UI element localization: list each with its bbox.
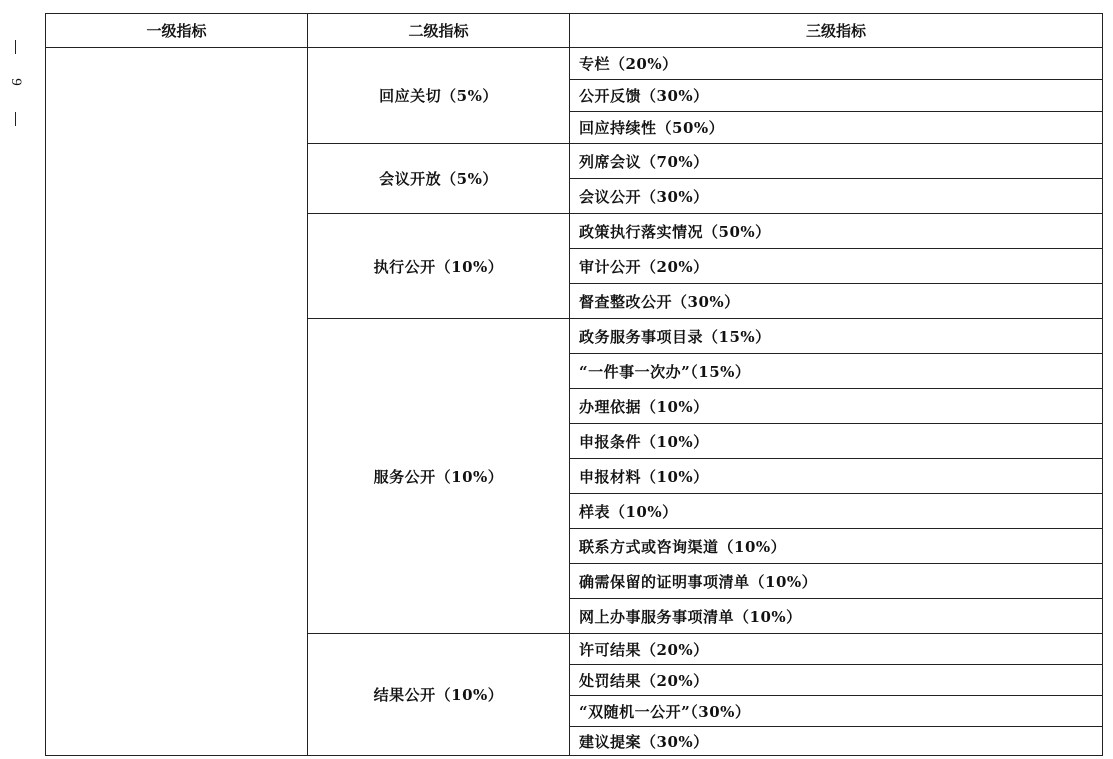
level2-cell: 会议开放（5%） [308, 144, 570, 214]
level3-cell: 申报材料（10%） [570, 459, 1103, 494]
page-number-dash-top [15, 40, 16, 54]
indicator-table [45, 13, 1103, 756]
header-level2: 二级指标 [308, 14, 570, 48]
level3-cell: “双随机一公开”（30%） [570, 696, 1103, 727]
level2-cell: 服务公开（10%） [308, 319, 570, 634]
level3-cell: 样表（10%） [570, 494, 1103, 529]
header-row [46, 14, 1103, 48]
level2-cell: 回应关切（5%） [308, 48, 570, 144]
level3-cell: 审计公开（20%） [570, 249, 1103, 284]
table-row [46, 48, 1103, 80]
level2-cell: 结果公开（10%） [308, 634, 570, 756]
level3-cell: 督查整改公开（30%） [570, 284, 1103, 319]
level3-cell: 回应持续性（50%） [570, 112, 1103, 144]
level3-cell: 专栏（20%） [570, 48, 1103, 80]
level3-cell: 确需保留的证明事项清单（10%） [570, 564, 1103, 599]
level2-cell: 执行公开（10%） [308, 214, 570, 319]
level3-cell: 联系方式或咨询渠道（10%） [570, 529, 1103, 564]
page-number-dash-bottom [15, 112, 16, 126]
level3-cell: 会议公开（30%） [570, 179, 1103, 214]
level3-cell: 列席会议（70%） [570, 144, 1103, 179]
header-level3: 三级指标 [570, 14, 1103, 48]
level3-cell: 许可结果（20%） [570, 634, 1103, 665]
header-level1: 一级指标 [46, 14, 308, 48]
level3-cell: 网上办事服务事项清单（10%） [570, 599, 1103, 634]
level3-cell: 处罚结果（20%） [570, 665, 1103, 696]
level3-cell: 建议提案（30%） [570, 727, 1103, 756]
level1-cell [46, 48, 308, 756]
page-number [4, 40, 26, 130]
level3-cell: 申报条件（10%） [570, 424, 1103, 459]
page-number-text: 9 [8, 78, 24, 86]
level3-cell: 政策执行落实情况（50%） [570, 214, 1103, 249]
level3-cell: 办理依据（10%） [570, 389, 1103, 424]
level3-cell: “一件事一次办”（15%） [570, 354, 1103, 389]
level3-cell: 公开反馈（30%） [570, 80, 1103, 112]
level3-cell: 政务服务事项目录（15%） [570, 319, 1103, 354]
